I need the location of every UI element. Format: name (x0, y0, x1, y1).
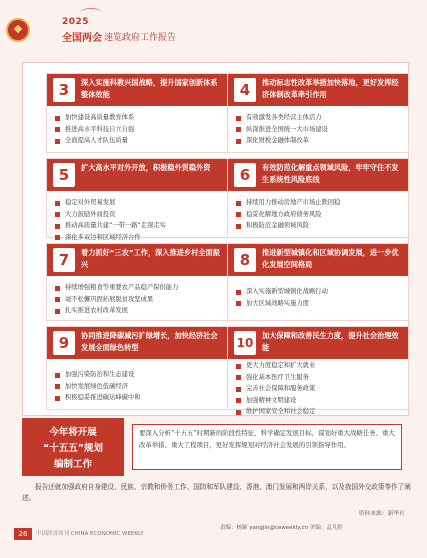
card-number: 6 (234, 163, 256, 187)
body-paragraph: 报告还就加强政府自身建设、民族、宗教和侨务工作、国防和军队建设、香港、澳门发展和两岸关系，以及我国外交政策等作了阐述。 (22, 483, 411, 502)
card-title: 有效防范化解重点领域风险，牢牢守住不发生系统性风险底线 (262, 163, 399, 184)
card-title: 协同推进降碳减污扩绿增长，加快经济社会发展全面绿色转型 (81, 331, 218, 352)
magazine-name: 中国经济周刊 CHINA ECONOMIC WEEKLY (36, 531, 144, 537)
list-item: 深入实施新型城镇化战略行动 (236, 286, 408, 298)
card-number: 3 (53, 78, 75, 102)
list-item: 更大力度稳定和扩大就业 (236, 360, 408, 372)
list-item: 稳妥化解地方政府债务风险 (236, 209, 408, 221)
list-item: 推进高水平科技自立自强 (55, 124, 227, 136)
card-list (47, 106, 227, 147)
card-8 (227, 243, 409, 321)
card-10 (227, 326, 409, 416)
list-item: 积极稳妥推进碳达峰碳中和 (55, 392, 227, 404)
list-item: 积极防范金融领域风险 (236, 220, 408, 232)
card-7 (46, 243, 228, 321)
banner-heading-line1: 今年将开展 (49, 427, 97, 438)
card-number: 7 (53, 248, 75, 272)
card-list (47, 276, 227, 317)
list-item: 加大区域战略实施力度 (236, 298, 408, 310)
card-header (47, 159, 227, 191)
banner-heading-line2: “十五五”规划 (43, 443, 103, 454)
list-item: 大力鼓励外商投资 (55, 209, 227, 221)
editor-credits: 责编：杨颖 yangjin@ceweekly.cn 美编：孟凡婷 (220, 525, 343, 531)
banner-heading-line3: 编制工作 (53, 459, 92, 470)
header-year: 2025 (62, 17, 90, 27)
card-list (228, 106, 408, 147)
card-number: 10 (234, 331, 256, 355)
card-9 (46, 326, 228, 410)
list-item: 扎实推进农村改革发展 (55, 305, 227, 317)
card-header (228, 74, 408, 106)
banner-heading (22, 418, 124, 476)
list-item: 有效激发各类经营主体活力 (236, 112, 408, 124)
card-header (228, 159, 408, 191)
list-item: 持续增强粮食等重要农产品稳产保供能力 (55, 282, 227, 294)
card-3 (46, 73, 228, 153)
header-title: 全国两会 (62, 33, 102, 44)
card-list (228, 276, 408, 309)
header-decoration (80, 8, 102, 17)
page-number: 26 (14, 528, 32, 540)
card-title: 扩大高水平对外开放，积极稳外贸稳外资 (81, 163, 211, 172)
card-5 (46, 158, 228, 241)
card-4 (227, 73, 409, 153)
page-footer (0, 518, 427, 558)
card-header (47, 74, 227, 106)
card-number: 8 (234, 248, 256, 272)
list-item: 完善社会保障和服务政策 (236, 383, 408, 395)
card-header (47, 327, 227, 359)
card-title: 加大保障和改善民生力度，提升社会治理效能 (262, 331, 399, 352)
list-item: 稳定对外贸易发展 (55, 197, 227, 209)
list-item: 加强精神文明建设 (236, 395, 408, 407)
card-title: 推动标志性改革举措加快落地，更好发挥经济体制改革牵引作用 (262, 78, 399, 99)
list-item: 毫不松懈巩固拓展脱贫攻坚成果 (55, 294, 227, 306)
list-item: 加强污染防治和生态建设 (55, 369, 227, 381)
list-item: 推动高质量共建“一带一路”走深走实 (55, 220, 227, 232)
card-list (47, 191, 227, 243)
list-item: 深化多双边和区域经济合作 (55, 232, 227, 244)
card-title: 深入实施科教兴国战略，提升国家创新体系整体效能 (81, 78, 218, 99)
list-item: 加快发展绿色低碳经济 (55, 381, 227, 393)
card-number: 4 (234, 78, 256, 102)
card-list (47, 359, 227, 404)
source-note: 资料来源：新华社 (358, 511, 405, 517)
card-title: 着力抓好“三农”工作，深入推进乡村全面振兴 (81, 248, 220, 269)
banner-text: 要深入分析“十五五”时期新的阶段性特征，科学确定发展目标，谋划好重大战略任务、重大改革举措、重大工程项目，更好发挥规划对经济社会发展的引领指导作用。 (132, 424, 402, 470)
list-item: 加快建设高质量教育体系 (55, 112, 227, 124)
list-item: 深化财税金融体制改革 (236, 135, 408, 147)
list-item: 全面提高人才队伍质量 (55, 135, 227, 147)
card-number: 5 (53, 163, 75, 187)
list-item: 持续用力推动房地产市场止跌回稳 (236, 197, 408, 209)
emblem-icon (6, 18, 30, 42)
header-subtitle: 速览政府工作报告 (104, 33, 177, 43)
page-header (0, 0, 427, 60)
card-number: 9 (53, 331, 75, 355)
list-item: 纵深推进全国统一大市场建设 (236, 124, 408, 136)
card-header (47, 244, 227, 276)
card-title: 推进新型城镇化和区域协调发展，进一步优化发展空间格局 (262, 248, 399, 269)
list-item: 强化基本医疗卫生服务 (236, 372, 408, 384)
card-header (228, 244, 408, 276)
card-list (228, 359, 408, 418)
plan-banner (22, 418, 407, 476)
card-list (228, 191, 408, 232)
list-item: 维护国家安全和社会稳定 (236, 406, 408, 418)
card-header (228, 327, 408, 359)
card-6 (227, 158, 409, 238)
